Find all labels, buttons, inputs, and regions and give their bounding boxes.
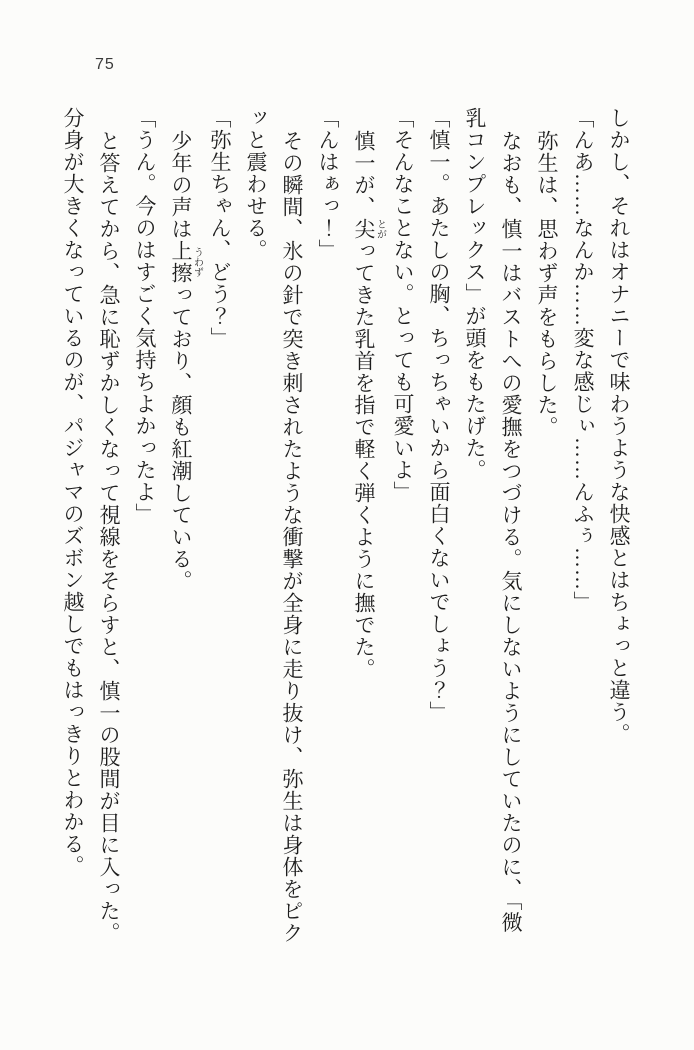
text-column: 少年の声は上擦うわずっており、顔も紅潮している。 [169,130,203,592]
text-column: 「んあ……なんか……変な感じぃ……んふぅ……」 [571,107,595,613]
text-column: 弥生は、思わず声をもらした。 [535,130,559,438]
text-column: と答えてから、急に恥ずかしくなって視線をそらすと、慎一の股間が目に入った。 [97,130,121,944]
page-number: 75 [95,56,115,73]
text-column: しかし、それはオナニーで味わうような快感とはちょっと違う。 [607,107,631,745]
text-column: 「弥生ちゃん、どう？」 [208,107,232,349]
text-column: 「うん。今のはすごく気持ちよかったよ」 [133,107,157,525]
text-column: ッと震わせる。 [244,107,268,261]
text-column: 「慎一。あたしの胸、ちっちゃいから面白くないでしょう？」 [427,107,451,723]
text-column: 乳コンプレックス」が頭をもたげた。 [463,107,487,481]
page-text-block [55,107,637,949]
text-column: なおも、慎一はバストへの愛撫をつづける。気にしないようにしていたのに、「微 [499,130,523,934]
text-column: 「んはぁっ！」 [316,107,340,261]
text-column: その瞬間、氷の針で突き刺されたような衝撃が全身に走り抜け、弥生は身体をピク [280,130,304,944]
text-column: 「そんなことない。とっても可愛いよ」 [391,107,415,503]
text-column: 分身が大きくなっているのが、パジャマのズボン越しでもはっきりとわかる。 [61,107,85,877]
text-column: 慎一が、尖とがってきた乳首を指で軽く弾くように撫でた。 [352,130,386,680]
